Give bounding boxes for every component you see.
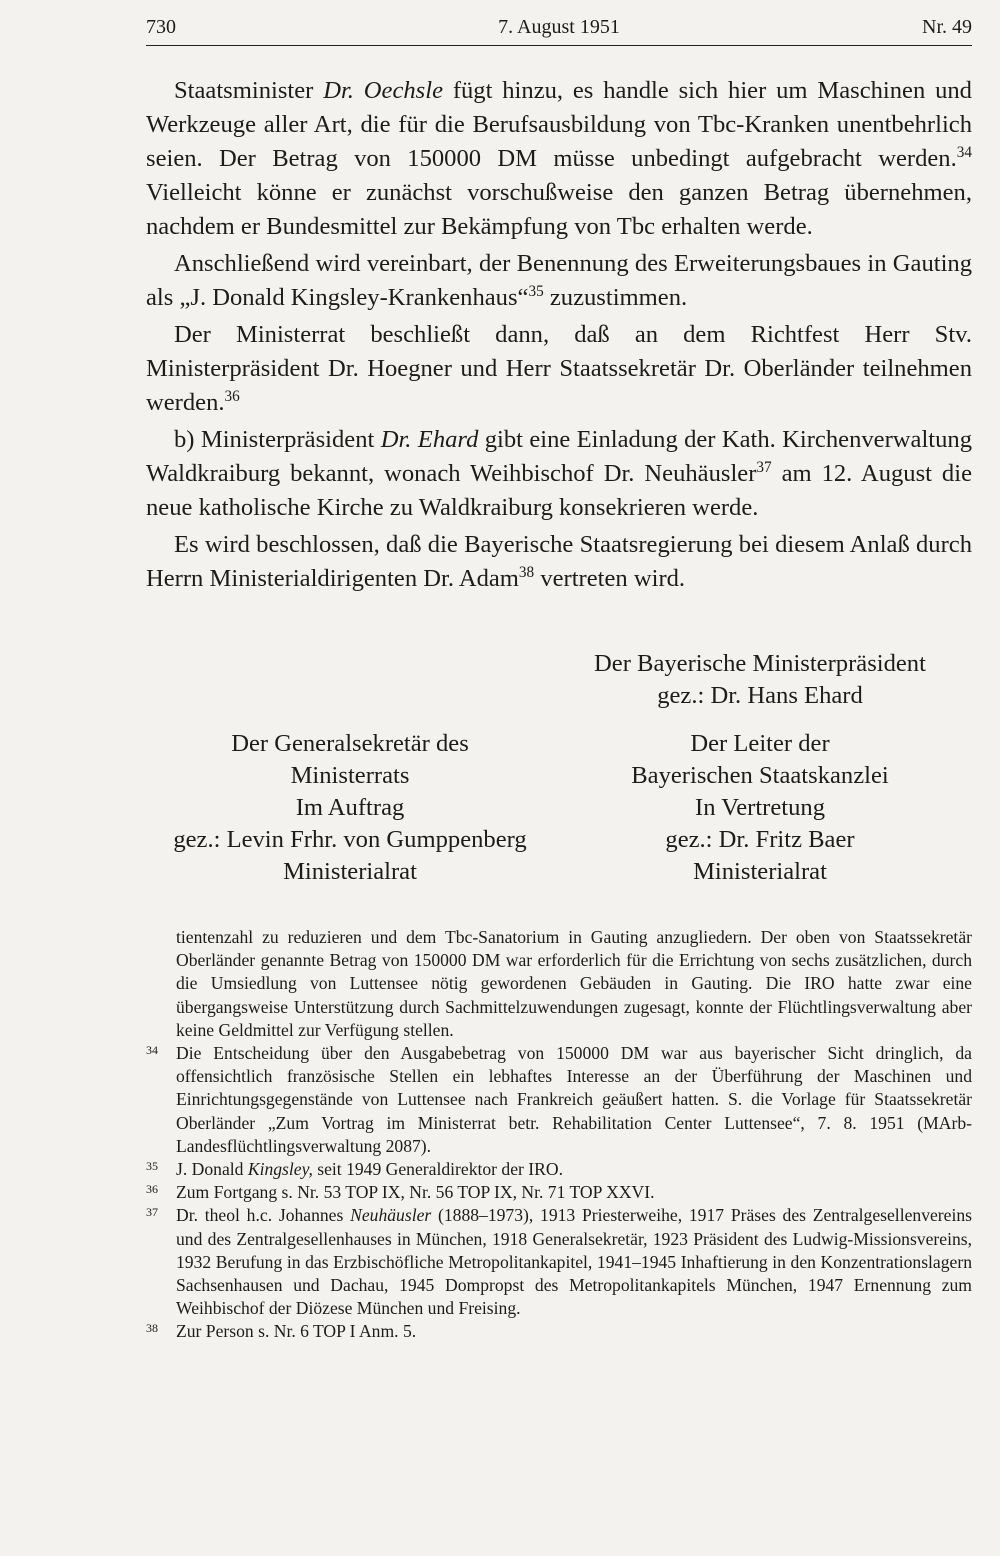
paragraph-ehard: b) Ministerpräsident Dr. Ehard gibt eine Einladung der Kath. Kirchenverwaltung Waldkraiburg bekannt, wonach Weihbischof Dr. Neuhäusler$^{37}$ am 12. August die neue katholische Kirche zu Waldkraiburg konsekrieren werde. bbox=[146, 426, 972, 521]
paragraph-richtfest: Der Ministerrat beschließt dann, daß an dem Richtfest Herr Stv. Ministerpräsident Dr. Hoegner und Herr Staatssekretär Dr. Oberländer teilnehmen werden.$^{36}$ bbox=[146, 321, 972, 416]
signature-general-secretary: Der Generalsekretär des Ministerrats Im Auftrag gez.: Levin Frhr. von Gumppenberg Ministerialrat bbox=[173, 730, 527, 885]
footnote-ref: 34 bbox=[956, 143, 972, 161]
footnote-ref: 37 bbox=[756, 458, 772, 476]
footnote-36: 36 Zum Fortgang s. Nr. 53 TOP IX, Nr. 56 TOP IX, Nr. 71 TOP XXVI. bbox=[146, 1182, 655, 1203]
issue-number: Nr. 49 bbox=[922, 16, 972, 38]
main-text bbox=[146, 74, 972, 599]
footnote-38: 38 Zur Person s. Nr. 6 TOP I Anm. 5. bbox=[146, 1321, 417, 1342]
person-name: Kingsley, bbox=[247, 1159, 313, 1180]
footnote-number: 36 bbox=[146, 1182, 158, 1197]
page-number: 730 bbox=[146, 16, 176, 38]
signature-president: Der Bayerische Ministerpräsident gez.: Dr. Hans Ehard bbox=[594, 650, 926, 709]
footnote-ref: 36 bbox=[224, 387, 240, 405]
footnote-number: 37 bbox=[146, 1205, 158, 1220]
signature-chancellery: Der Leiter der Bayerischen Staatskanzlei In Vertretung gez.: Dr. Fritz Baer Ministerialrat bbox=[631, 730, 889, 885]
footnote-number: 35 bbox=[146, 1159, 158, 1174]
paragraph-adam: Es wird beschlossen, daß die Bayerische Staatsregierung bei diesem Anlaß durch Herrn Ministerialdirigenten Dr. Adam$^{38}$ vertreten wird. bbox=[146, 531, 972, 592]
footnote-34: 34 Die Entscheidung über den Ausgabebetrag von 150000 DM war aus bayerischer Sicht dringlich, da offensichtlich französische Stellen ein lebhaftes Interesse an der Überführung der Maschinen und Einrichtungsgegenstände von Luttensee nach Frankreich geäußert hatten. S. die Vorlage für Staatssekretär Oberländer „Zum Vortrag im Ministerrat betr. Rehabilitation Center Luttensee“, 7. 8. 1951 (MArb-Landesflüchtlingsverwaltung 2087). bbox=[146, 1043, 972, 1156]
footnote-37: 37 Dr. theol h.c. Johannes Neuhäusler (1888–1973), 1913 Priesterweihe, 1917 Präses des Zentralgesellenvereins und des Zentralgesellenhauses in München, 1918 Generalsekretär, 1923 Präsident des Ludwig-Missionsvereins, 1932 Berufung in das Erzbischöfliche Metropolitankapitel, 1941–1945 Inhaftierung in den Konzentrationslagern Sachsenhausen und Dachau, 1945 Dompropst des Metropolitankapitels München, 1947 Ernennung zum Weihbischof der Diözese München und Freising. bbox=[146, 1205, 972, 1319]
page-header bbox=[146, 14, 972, 44]
paragraph-oechsle: Staatsminister Dr. Oechsle fügt hinzu, es handle sich hier um Maschinen und Werkzeuge aller Art, die für die Berufsausbildung von Tbc-Kranken unentbehrlich seien. Der Betrag von 150000 DM müsse unbedingt aufgebracht werden.$^{34}$ Vielleicht könne er zunächst vorschußweise den ganzen Betrag übernehmen, nachdem er Bundesmittel zur Bekämpfung von Tbc erhalten werde. bbox=[146, 77, 972, 240]
person-name: Dr. Ehard bbox=[380, 426, 479, 453]
footnote-continuation: tientenzahl zu reduzieren und dem Tbc-Sanatorium in Gauting anzugliedern. Der oben von Staatssekretär Oberländer genannte Betrag von 150000 DM war erforderlich für die Errichtung von sechs zusätzlichen, durch die Umsiedlung von Luttensee nötig gewordenen Gebäuden in Gauting. Die IRO hatte zwar eine übergangsweise Unterstützung durch Sachmittelzuwendungen zugesagt, konnte der Flüchtlingsverwaltung aber keine Geldmittel zur Verfügung stellen. bbox=[176, 927, 972, 1040]
footnote-35: 35 J. Donald Kingsley, seit 1949 Generaldirektor der IRO. bbox=[146, 1159, 563, 1180]
paragraph-kingsley: Anschließend wird vereinbart, der Benennung des Erweiterungsbaues in Gauting als „J. Donald Kingsley-Krankenhaus“$^{35}$ zuzustimmen. bbox=[146, 250, 972, 311]
header-date: 7. August 1951 bbox=[498, 16, 620, 38]
footnotes bbox=[146, 926, 972, 1344]
footnote-number: 38 bbox=[146, 1321, 158, 1336]
person-name: Dr. Oechsle bbox=[323, 77, 443, 104]
header-rule bbox=[146, 45, 972, 46]
footnote-number: 34 bbox=[146, 1043, 158, 1058]
person-name: Neuhäusler bbox=[350, 1205, 432, 1226]
footnote-ref: 38 bbox=[518, 563, 535, 581]
footnote-ref: 35 bbox=[528, 282, 544, 300]
